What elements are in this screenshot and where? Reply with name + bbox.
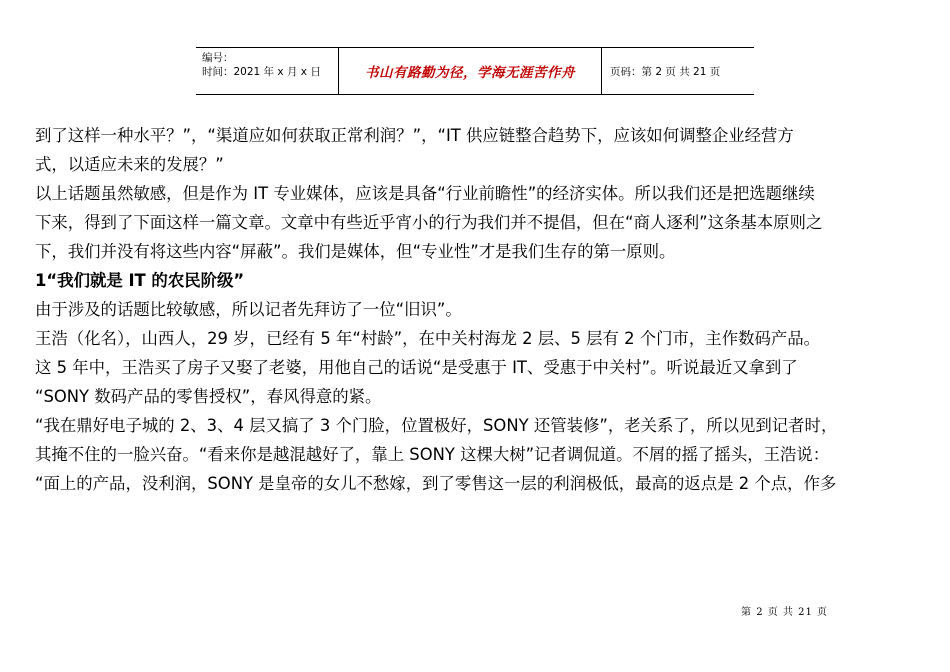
paragraph-line: 到了这样一种水平？”，“渠道应如何获取正常利润？”，“IT 供应链整合趋势下，应该如何调整企业经营方 — [35, 126, 794, 145]
paragraph-line: 其掩不住的一脸兴奋。“看来你是越混越好了，靠上 SONY 这棵大树”记者调侃道。不屑的摇了摇头，王浩说： — [35, 445, 830, 464]
time-label: 时间：2021 年 x 月 x 日 — [202, 66, 321, 78]
header-table — [196, 47, 754, 95]
paragraph-line: 下，我们并没有将这些内容“屏蔽”。我们是媒体，但“专业性”才是我们生存的第一原则。 — [35, 242, 676, 261]
paragraph-line: 由于涉及的话题比较敏感，所以记者先拜访了一位“旧识”。 — [35, 300, 462, 319]
section-heading: 1“我们就是 IT 的农民阶级” — [35, 271, 245, 290]
header-info-cell — [196, 48, 339, 94]
paragraph-line: 下来，得到了下面这样一篇文章。文章中有些近乎宵小的行为我们并不提倡，但在“商人逐利”这条基本原则之 — [35, 213, 823, 232]
paragraph-line: 这 5 年中，王浩买了房子又娶了老婆，用他自己的话说“是受惠于 IT、受惠于中关村”。听说最近又拿到了 — [35, 358, 798, 377]
header-motto: 书山有路勤为径，学海无涯苦作舟 — [339, 48, 602, 94]
serial-label: 编号： — [202, 52, 234, 64]
document-body — [35, 121, 925, 498]
paragraph-line: 式，以适应未来的发展？” — [35, 155, 224, 174]
paragraph-line: “我在鼎好电子城的 2、3、4 层又搞了 3 个门脸，位置极好，SONY 还管装修”，老关系了，所以见到记者时， — [35, 416, 838, 435]
paragraph-line: 王浩（化名），山西人，29 岁，已经有 5 年“村龄”，在中关村海龙 2 层、5 层有 2 个门市，主作数码产品。 — [35, 329, 821, 348]
header-page-info: 页码：第 2 页 共 21 页 — [610, 65, 721, 78]
page-footer: 第 2 页 共 21 页 — [741, 607, 828, 618]
paragraph-line: 以上话题虽然敏感，但是作为 IT 专业媒体，应该是具备“行业前瞻性”的经济实体。所以我们还是把选题继续 — [35, 184, 815, 203]
paragraph-line: “SONY 数码产品的零售授权”，春风得意的紧。 — [35, 387, 382, 406]
paragraph-line: “面上的产品，没利润，SONY 是皇帝的女儿不愁嫁，到了零售这一层的利润极低，最高的返点是 2 个点，作多 — [35, 474, 837, 493]
